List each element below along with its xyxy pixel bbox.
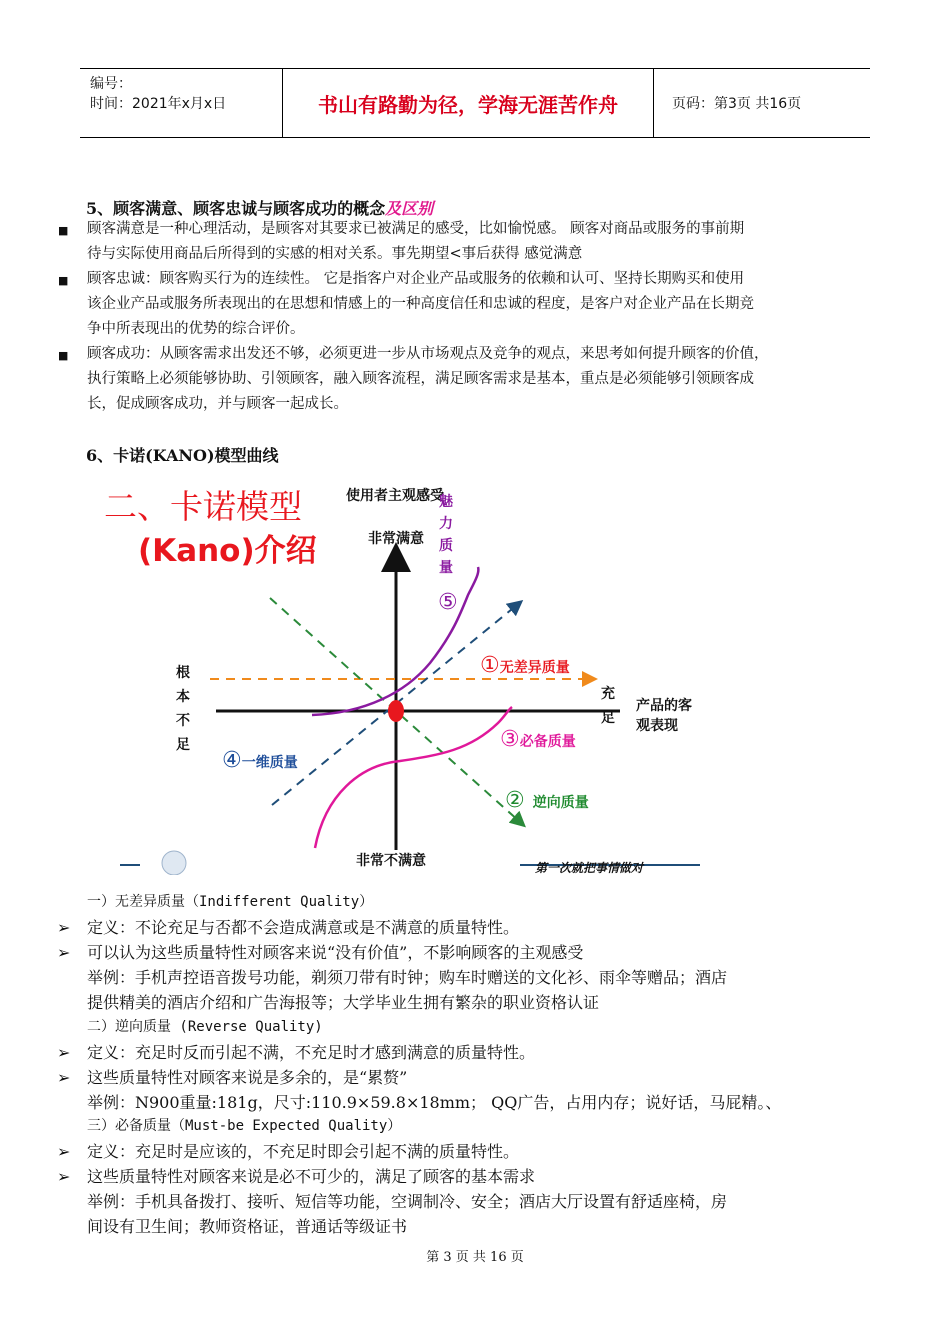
bullet-square-icon: ■	[58, 349, 69, 362]
arrow-bullet-icon: ➢	[57, 1142, 71, 1161]
section5-item-1	[87, 217, 877, 267]
section5-title-text: 5、顾客满意、顾客忠诚与顾客成功的概念	[86, 199, 386, 218]
x-right-char: 充	[601, 686, 615, 702]
x-left-char: 本	[176, 689, 190, 705]
indifferent-example-1: 举例：手机声控语音拨号功能，剃须刀带有时钟；购车时赠送的文化衫、雨伞等赠品；酒店	[87, 968, 728, 987]
y-axis-title: 使用者主观感受	[346, 488, 444, 504]
indifferent-title: 一）无差异质量（Indifferent Quality）	[87, 894, 374, 910]
section5-title-emph: 及区别	[385, 199, 434, 218]
must-be-example-1: 举例：手机具备拨打、接听、短信等功能，空调制冷、安全；酒店大厅设置有舒适座椅，房	[87, 1192, 728, 1211]
date-label: 时间：2021年x月x日	[90, 96, 227, 112]
section6-title: 6、卡诺(KANO)模型曲线	[86, 446, 279, 465]
indifferent-note: 可以认为这些质量特性对顾客来说“没有价值”，不影响顾客的主观感受	[87, 943, 584, 962]
arrow-bullet-icon: ➢	[57, 943, 71, 962]
indifferent-definition: 定义：不论充足与否都不会造成满意或是不满意的质量特性。	[87, 918, 520, 937]
must-be-definition: 定义：充足时是应该的，不充足时即会引起不满的质量特性。	[87, 1142, 520, 1161]
indifferent-example-2: 提供精美的酒店介绍和广告海报等；大学毕业生拥有繁杂的职业资格认证	[87, 993, 600, 1012]
indifferent-quality-label	[480, 653, 570, 678]
label-5: ⑤	[438, 590, 458, 615]
item3-line3: 长，促成顾客成功，并与顾客一起成长。	[87, 396, 348, 412]
logo-seal-icon	[162, 851, 186, 875]
x-right-char: 足	[601, 710, 615, 726]
one-dimensional-quality-text: 一维质量	[241, 755, 298, 771]
arrow-bullet-icon: ➢	[57, 918, 71, 937]
reverse-title: 二）逆向质量 (Reverse Quality)	[87, 1019, 323, 1035]
attractive-quality-label	[438, 491, 454, 579]
number-label: 编号：	[90, 76, 132, 92]
header-table	[80, 68, 870, 138]
x-left-char: 根	[176, 665, 190, 681]
reverse-note: 这些质量特性对顾客来说是多余的，是“累赘”	[87, 1068, 408, 1087]
label-1: ①	[480, 653, 500, 678]
arrow-bullet-icon: ➢	[57, 1068, 71, 1087]
label-4: ④	[222, 748, 242, 773]
bullet-square-icon: ■	[58, 274, 69, 287]
attractive-char: 质	[439, 538, 453, 554]
item3-line2: 执行策略上必须能够协助、引领顾客，融入顾客流程，满足顾客需求是基本，重点是必须能够引领顾客成	[87, 371, 754, 387]
item1-line2: 待与实际使用商品后所得到的实感的相对关系。事先期望<事后获得 感觉满意	[87, 246, 583, 262]
section5-item-3	[87, 342, 877, 417]
arrow-bullet-icon: ➢	[57, 1167, 71, 1186]
bullet-square-icon: ■	[58, 224, 69, 237]
x-axis-right-label	[600, 682, 616, 730]
must-be-note: 这些质量特性对顾客来说是必不可少的，满足了顾客的基本需求	[87, 1167, 536, 1186]
reverse-example: 举例：N900重量:181g，尺寸:110.9×59.8×18mm； QQ广告，占用内存；说好话，马屁精。、	[87, 1093, 782, 1112]
origin-dot	[388, 700, 404, 722]
section5-title	[86, 196, 433, 219]
must-be-example-2: 间设有卫生间；教师资格证，普通话等级证书	[87, 1217, 408, 1236]
page-footer: 第 3 页 共 16 页	[426, 1250, 524, 1265]
header-page-cell	[664, 69, 870, 137]
figure-title-line2: (Kano)介绍	[138, 533, 317, 569]
must-be-title: 三）必备质量（Must-be Expected Quality）	[87, 1118, 402, 1134]
y-axis-bottom-label: 非常不满意	[356, 853, 426, 869]
indifferent-quality-text: 无差异质量	[499, 660, 570, 676]
item1-line1: 顾客满意是一种心理活动，是顾客对其要求已被满足的感受，比如愉悦感。 顾客对商品或服务的事前期	[87, 221, 745, 237]
figure-title-line1: 二、卡诺模型	[104, 487, 302, 526]
item2-line2: 该企业产品或服务所表现出的在思想和情感上的一种高度信任和忠诚的程度，是客户对企业产品在长期竞	[87, 296, 754, 312]
item3-line1: 顾客成功：从顾客需求出发还不够，必须更进一步从市场观点及竞争的观点，来思考如何提升顾客的价值，	[87, 346, 769, 362]
header-left-cell	[80, 69, 283, 137]
arrow-bullet-icon: ➢	[57, 1043, 71, 1062]
x-axis-title: 产品的客观表现	[636, 698, 692, 734]
label-3: ③	[500, 727, 520, 752]
must-be-quality-text: 必备质量	[519, 734, 576, 750]
kano-diagram	[100, 465, 705, 875]
attractive-char: 量	[439, 560, 453, 576]
item2-line3: 争中所表现出的优势的综合评价。	[87, 321, 305, 337]
item2-line1: 顾客忠诚：顾客购买行为的连续性。 它是指客户对企业产品或服务的依赖和认可、坚持长期购买和使用	[87, 271, 745, 287]
must-be-quality-curve	[315, 707, 512, 848]
header-motto: 书山有路勤为径，学海无涯苦作舟	[283, 69, 654, 137]
bottom-slogan: 第一次就把事情做对	[535, 861, 644, 875]
one-dimensional-quality-label	[222, 748, 298, 773]
attractive-char: 魅	[439, 494, 453, 510]
label-2: ②	[505, 788, 525, 813]
x-left-char: 不	[176, 713, 190, 729]
must-be-quality-label	[500, 727, 576, 752]
reverse-quality-label	[505, 788, 589, 813]
y-axis-top-label: 非常满意	[368, 531, 424, 547]
section5-item-2	[87, 267, 877, 342]
reverse-quality-text: 逆向质量	[532, 795, 589, 811]
header-page-info: 页码：第3页 共16页	[672, 96, 802, 112]
x-left-char: 足	[176, 737, 190, 753]
attractive-char: 力	[439, 516, 453, 532]
x-axis-left-label	[175, 661, 191, 757]
reverse-definition: 定义：充足时反而引起不满，不充足时才感到满意的质量特性。	[87, 1043, 536, 1062]
